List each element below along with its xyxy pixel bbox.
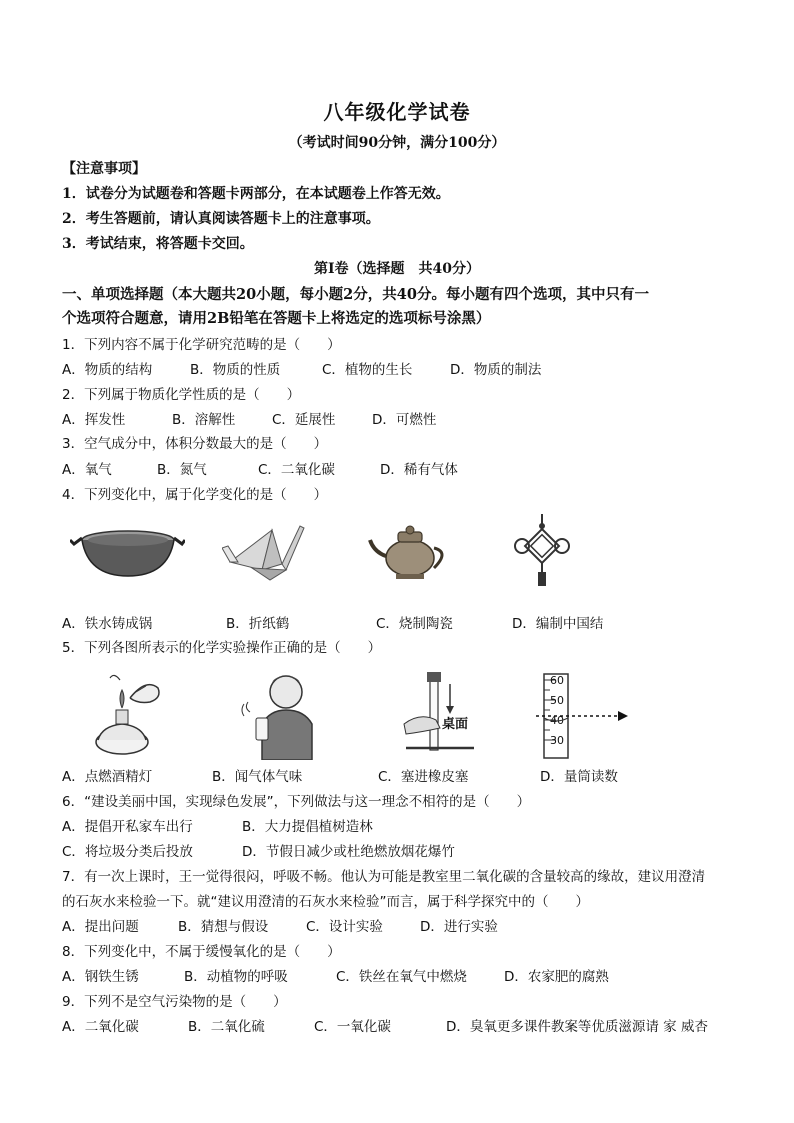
option-d: D．臭氧更多课件教案等优质滋源请 家 威杏 xyxy=(446,1019,708,1035)
option-d: D．可燃性 xyxy=(372,412,437,428)
option-b: B．氮气 xyxy=(157,462,207,478)
tick-label: 40 xyxy=(550,714,564,727)
graduated-cylinder-image xyxy=(536,670,636,762)
option-a: A．物质的结构 xyxy=(62,362,153,378)
question-stem: 2．下列属于物质化学性质的是（ ） xyxy=(62,387,301,403)
notice-heading: 【注意事项】 xyxy=(62,161,146,177)
section-instructions: 个选项符合题意，请用2B铅笔在答题卡上将选定的选项标号涂黑） xyxy=(62,310,491,327)
notice-item: 1．试卷分为试题卷和答题卡两部分，在本试题卷上作答无效。 xyxy=(62,186,450,202)
wok-image xyxy=(70,518,185,580)
inserting-stopper-image xyxy=(400,668,480,760)
option-c: C．塞进橡皮塞 xyxy=(378,769,469,785)
smelling-gas-image xyxy=(240,668,322,760)
option-d: D．节假日减少或杜绝燃放烟花爆竹 xyxy=(242,844,455,860)
option-c: C．设计实验 xyxy=(306,919,383,935)
option-a: A．二氧化碳 xyxy=(62,1019,139,1035)
paper-crane-image xyxy=(222,518,307,586)
alcohol-lamp-lighting-image xyxy=(88,668,168,760)
tick-label: 30 xyxy=(550,734,564,747)
question-stem-continued: 的石灰水来检验一下。就“建议用澄清的石灰水来检验”而言，属于科学探究中的（ ） xyxy=(62,894,589,910)
option-c: C．延展性 xyxy=(272,412,336,428)
tick-label: 60 xyxy=(550,674,564,687)
question-stem: 1．下列内容不属于化学研究范畴的是（ ） xyxy=(62,337,341,353)
option-a: A．氧气 xyxy=(62,462,112,478)
option-b: B．大力提倡植树造林 xyxy=(242,819,373,835)
question-stem: 6．“建设美丽中国，实现绿色发展”，下列做法与这一理念不相符的是（ ） xyxy=(62,794,531,810)
option-d: D．稀有气体 xyxy=(380,462,458,478)
option-d: D．进行实验 xyxy=(420,919,498,935)
question-stem: 5．下列各图所表示的化学实验操作正确的是（ ） xyxy=(62,640,382,656)
option-c: C．将垃圾分类后投放 xyxy=(62,844,193,860)
option-d: D．量筒读数 xyxy=(540,769,618,785)
option-c: C．植物的生长 xyxy=(322,362,413,378)
teapot-image xyxy=(368,522,453,582)
question-stem: 7．有一次上课时，王一觉得很闷，呼吸不畅。他认为可能是教室里二氧化碳的含量较高的缘故，建议用澄清 xyxy=(62,869,706,885)
option-c: C．烧制陶瓷 xyxy=(376,616,453,632)
notice-item: 3．考试结束，将答题卡交回。 xyxy=(62,236,254,252)
tick-label: 50 xyxy=(550,694,564,707)
question-stem: 4．下列变化中，属于化学变化的是（ ） xyxy=(62,487,328,503)
section-instructions: 一、单项选择题（本大题共20小题，每小题2分，共40分。每小题有四个选项，其中只有一 xyxy=(62,286,649,303)
option-b: B．猜想与假设 xyxy=(178,919,269,935)
question-stem: 9．下列不是空气污染物的是（ ） xyxy=(62,994,287,1010)
option-a: A．钢铁生锈 xyxy=(62,969,139,985)
desk-label: 桌面 xyxy=(442,717,469,732)
option-b: B．物质的性质 xyxy=(190,362,281,378)
option-b: B．动植物的呼吸 xyxy=(184,969,288,985)
option-a: A．提倡开私家车出行 xyxy=(62,819,193,835)
option-b: B．闻气体气味 xyxy=(212,769,303,785)
chinese-knot-image xyxy=(512,514,572,588)
option-b: B．折纸鹤 xyxy=(226,616,290,632)
page-title: 八年级化学试卷 xyxy=(323,100,471,124)
question-stem: 8．下列变化中，不属于缓慢氧化的是（ ） xyxy=(62,944,341,960)
option-a: A．挥发性 xyxy=(62,412,126,428)
option-d: D．编制中国结 xyxy=(512,616,604,632)
option-b: B．溶解性 xyxy=(172,412,236,428)
option-d: D．农家肥的腐熟 xyxy=(504,969,609,985)
option-a: A．点燃酒精灯 xyxy=(62,769,153,785)
question-stem: 3．空气成分中，体积分数最大的是（ ） xyxy=(62,436,328,452)
notice-item: 2．考生答题前，请认真阅读答题卡上的注意事项。 xyxy=(62,211,380,227)
option-c: C．二氧化碳 xyxy=(258,462,335,478)
exam-info: （考试时间90分钟，满分100分） xyxy=(288,135,506,151)
option-c: C．铁丝在氧气中燃烧 xyxy=(336,969,467,985)
option-c: C．一氧化碳 xyxy=(314,1019,391,1035)
part-title: 第Ⅰ卷（选择题 共40分） xyxy=(313,261,481,277)
option-d: D．物质的制法 xyxy=(450,362,542,378)
option-a: A．提出问题 xyxy=(62,919,139,935)
option-b: B．二氧化硫 xyxy=(188,1019,265,1035)
option-a: A．铁水铸成锅 xyxy=(62,616,153,632)
